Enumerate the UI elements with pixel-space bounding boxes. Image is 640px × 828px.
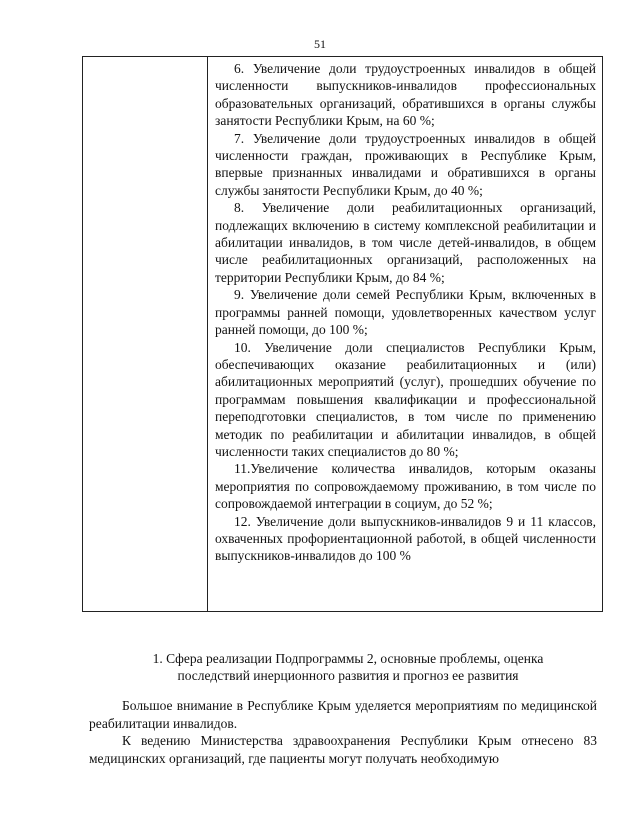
body-paragraph-1: Большое внимание в Республике Крым уделяется мероприятиям по медицинской реабилитации инвалидов. xyxy=(89,698,597,731)
indicator-item-9: 9. Увеличение доли семей Республики Крым, включенных в программы ранней помощи, удовлетворенных качеством услуг ранней помощи, до 100 %; xyxy=(215,287,596,338)
section-heading-line-2: последствий инерционного развития и прогноз ее развития xyxy=(177,668,519,684)
indicators-table xyxy=(82,56,603,612)
indicator-item-6: 6. Увеличение доли трудоустроенных инвалидов в общей численности выпускников-инвалидов профессиональных образовательных организаций, обратившихся в органы службы занятости Республики Крым, на 60 %; xyxy=(215,61,596,129)
body-text xyxy=(89,697,597,767)
indicator-item-7: 7. Увеличение доли трудоустроенных инвалидов в общей численности граждан, проживающих в Республике Крым, впервые признанных инвалидами и обратившихся в органы службы занятости Республики Крым, до 40 %; xyxy=(215,130,596,198)
indicator-item-8: 8. Увеличение доли реабилитационных организаций, подлежащих включению в систему комплексной реабилитации и абилитации инвалидов, в том числе детей-инвалидов, в общем числе реабилитационных организаций, расположенных на территории Республики Крым, до 84 %; xyxy=(215,200,596,285)
indicator-item-12: 12. Увеличение доли выпускников-инвалидов 9 и 11 классов, охваченных профориентационной работой, в общей численности выпускников-инвалидов до 100 % xyxy=(215,513,596,564)
section-heading-line-1: 1. Сфера реализации Подпрограммы 2, основные проблемы, оценка xyxy=(152,651,544,666)
page-number: 51 xyxy=(314,37,326,51)
section-heading xyxy=(108,650,588,685)
table-left-cell xyxy=(83,57,208,611)
indicator-item-10: 10. Увеличение доли специалистов Республики Крым, обеспечивающих оказание реабилитационных и (или) абилитационных мероприятий (услуг), прошедших обучение по программам повышения квалификации и профессиональной переподготовки специалистов, в том числе по применению методик по реабилитации и абилитации инвалидов, в общей численности таких специалистов до 80 %; xyxy=(215,339,596,459)
body-paragraph-2: К ведению Министерства здравоохранения Республики Крым отнесено 83 медицинских организаций, где пациенты могут получать необходимую xyxy=(89,733,597,766)
indicator-item-11: 11.Увеличение количества инвалидов, которым оказаны мероприятия по сопровождаемому проживанию, в том числе по сопровождаемой интеграции в социум, до 52 %; xyxy=(215,461,596,512)
table-right-cell xyxy=(208,57,602,611)
